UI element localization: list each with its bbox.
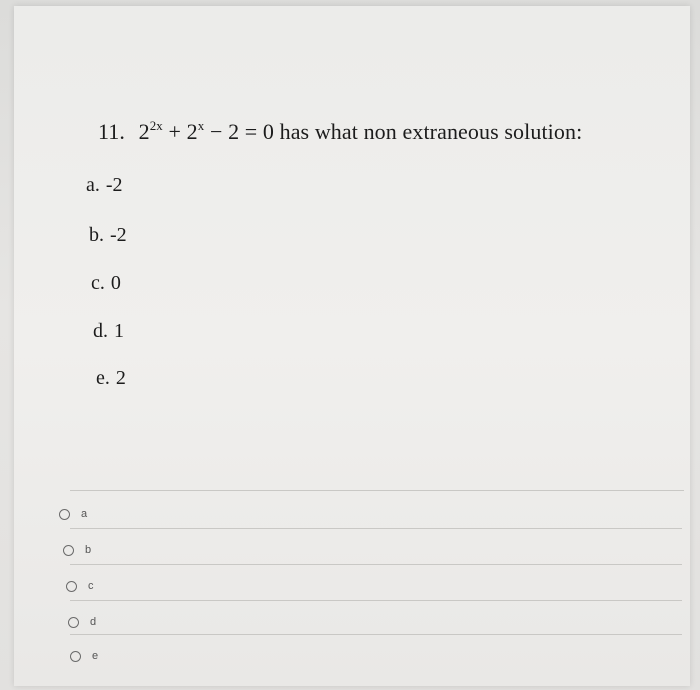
question-number: 11. [98,119,125,144]
equation-base-2: 2 [186,119,198,144]
equation-tail: − 2 = 0 [209,119,274,144]
choice-b [89,224,127,247]
equation-exponent-1: 2x [149,118,163,133]
choice-letter: d. [93,320,108,342]
radio-circle-icon[interactable] [68,617,79,628]
option-label[interactable]: e [92,650,99,662]
option-label[interactable]: d [90,616,97,628]
question-prompt: has what non extraneous solution: [279,119,583,144]
choice-letter: e. [96,367,110,389]
equation-exponent-2: x [197,118,205,133]
divider [70,600,682,601]
choice-value: -2 [105,174,123,196]
radio-circle-icon[interactable] [59,509,70,520]
choice-letter: b. [89,224,104,246]
divider [70,490,684,491]
option-e[interactable] [70,650,98,662]
equation-base-1: 2 [138,119,150,144]
option-b[interactable] [63,544,91,556]
choice-letter: c. [91,272,105,294]
radio-circle-icon[interactable] [70,651,81,662]
question-text [98,119,582,145]
equation-plus: + [168,119,182,144]
choice-value: 2 [115,367,126,389]
equation [139,119,280,144]
choice-value: 1 [114,320,124,342]
option-label[interactable]: a [81,508,88,520]
option-label[interactable]: b [85,544,92,556]
choice-a [86,174,123,197]
choice-value: 0 [110,272,121,294]
choice-e [96,367,126,390]
choice-c [91,272,121,295]
divider [70,564,682,565]
question-card [14,6,690,686]
choice-value: -2 [110,224,127,246]
radio-circle-icon[interactable] [63,545,74,556]
option-label[interactable]: c [88,580,94,592]
choice-letter: a. [86,174,100,196]
divider [70,528,682,529]
option-d[interactable] [68,616,96,628]
choice-d [93,320,124,343]
divider [70,634,682,635]
option-a[interactable] [59,508,87,520]
option-c[interactable] [66,580,94,592]
radio-circle-icon[interactable] [66,581,77,592]
